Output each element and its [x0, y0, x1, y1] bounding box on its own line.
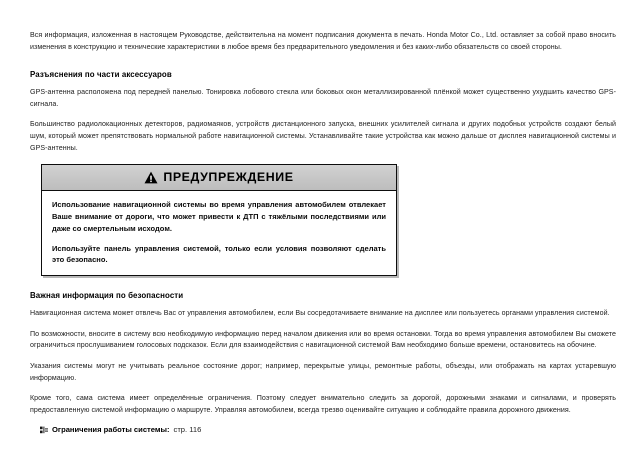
cross-reference-page: стр. 116 — [173, 425, 202, 435]
accessories-paragraph-1: GPS-антенна расположена под передней панелью. Тонировка лобового стекла или боковых окон металлизированной плёнкой может существенно ухудшить качество GPS-сигнала. — [30, 88, 616, 108]
accessories-paragraph-2: Большинство радиолокационных детекторов, радиомаяков, устройств дистанционного запуска, внешних усилителей сигнала и других подобных устройств создают белый шум, который может препятствовать нормальной работе навигационной системы. Устанавливайте такие устройства как можно дальше от дисплея навигационной системы и GPS-антенны. — [30, 120, 616, 152]
section-spacer — [30, 62, 616, 69]
cross-reference-label: Ограничения работы системы: — [52, 425, 170, 435]
page-reference-icon — [40, 426, 48, 434]
safety-paragraph-2: По возможности, вносите в систему всю необходимую информацию перед началом движения или во время остановки. Тогда во время управления автомобилем Вы сможете ограничиться прослушиванием голосовых подсказок. Если для взаимодействия с навигационной системой Вам необходимо больше времени, остановитесь на обочине. — [30, 329, 616, 350]
cross-reference-link[interactable] — [40, 424, 616, 435]
warning-paragraph-1: Использование навигационной системы во время управления автомобилем отвлекает Ваше внимание от дороги, что может привести к ДТП с тяжёлыми последствиями или даже со смертельным исходом. — [52, 200, 386, 233]
intro-paragraph: Вся информация, изложенная в настоящем Руководстве, действительна на момент подписания документа в печать. Honda Motor Co., Ltd. оставляет за собой право вносить изменения в конструкцию и технические характеристики в любое время без предварительного уведомления и без каких-либо обязательств со своей стороны. — [30, 31, 616, 51]
safety-paragraph-1: Навигационная система может отвлечь Вас от управления автомобилем, если Вы сосредотачиваете внимание на дисплее или пользуетесь органами управления системой. — [30, 309, 610, 318]
warning-paragraph-2: Используйте панель управления системой, только если условия позволяют сделать это безопасно. — [52, 243, 386, 265]
warning-box-body — [42, 191, 396, 275]
warning-box — [41, 164, 397, 276]
warning-box-header — [42, 165, 396, 191]
safety-paragraph-4: Кроме того, сама система имеет определённые ограничения. Поэтому следует внимательно следить за дорогой, дорожными знаками и сигналами, и проверять предоставленную системой информацию о маршруте. Управляя автомобилем, всегда трезво оценивайте ситуацию и соблюдайте правила дорожного движения. — [30, 394, 616, 414]
warning-triangle-icon — [144, 171, 158, 184]
safety-paragraph-3: Указания системы могут не учитывать реальное состояние дорог; например, перекрытые улицы, ремонтные работы, объезды, или отображать на картах устаревшую информацию. — [30, 361, 616, 382]
section-heading-accessories: Разъяснения по части аксессуаров — [30, 70, 172, 80]
warning-title: ПРЕДУПРЕЖДЕНИЕ — [163, 170, 294, 185]
section-heading-safety: Важная информация по безопасности — [30, 291, 184, 301]
